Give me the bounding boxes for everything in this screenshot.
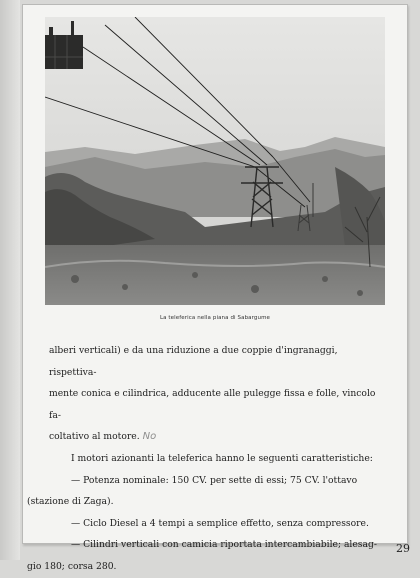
text-line: gio 180; corsa 280. bbox=[27, 560, 117, 572]
text-line: — Cilindri verticali con camicia riportata intercambiabile; alesag- bbox=[71, 539, 377, 551]
body-text bbox=[27, 340, 381, 578]
photo-caption: La teleferica nella piana di Sabargume bbox=[159, 315, 271, 321]
paragraph-3 bbox=[27, 470, 381, 513]
handwritten-annotation: No bbox=[142, 431, 157, 443]
page-number: 29 bbox=[396, 542, 410, 555]
paragraph-2 bbox=[49, 448, 381, 470]
text-line: (stazione di Zaga). bbox=[27, 496, 114, 508]
text-line: mente conica e cilindrica, adducente alle pulegge fissa e folle, vincolo fa- bbox=[49, 388, 376, 421]
text-line: coltativo al motore. bbox=[49, 431, 140, 443]
text-line: I motori azionanti la teleferica hanno le seguenti caratteristiche: bbox=[71, 452, 373, 464]
text-line: — Ciclo Diesel a 4 tempi a semplice effetto, senza compressore. bbox=[71, 517, 369, 529]
scan-edge bbox=[0, 0, 20, 560]
text-line: — Potenza nominale: 150 CV. per sette di essi; 75 CV. l'ottavo bbox=[71, 474, 358, 486]
text-line: alberi verticali) e da una riduzione a due coppie d'ingranaggi, rispettiva- bbox=[49, 345, 338, 378]
cableway-photo-illustration bbox=[45, 17, 385, 305]
paragraph-1 bbox=[49, 340, 381, 448]
paragraph-4 bbox=[49, 513, 381, 535]
paragraph-5 bbox=[27, 534, 381, 577]
photograph-cableway bbox=[45, 17, 385, 305]
